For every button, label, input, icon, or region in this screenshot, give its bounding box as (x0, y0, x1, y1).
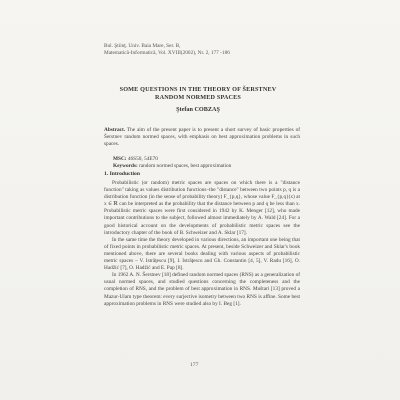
abstract-text: The aim of the present paper is to present a short survey of basic properties of Šerstnev random normed spaces, with emphasis on best approximation problems in such spaces. (104, 127, 300, 148)
journal-header-line: Bul. Ştiinţ. Univ. Baia Mare, Ser. B, (104, 43, 181, 49)
title-line: RANDOM NORMED SPACES (154, 94, 242, 101)
body-paragraph: Probabilistic (or random) metric spaces are spaces on which there is a "distance function" taking as values distribution functions–the "distance" between two points p, q is a distribution function (in the sense of probability theory) F_{p,q}, whose value F_{p,q}(x) at x ∈ ℝ can be interpreted as the probability that the distance between p and q be less than x. Probabilistic metric spaces were first considered in 1942 by K. Menger [12], who made important contributions to the subject, followed almost immediately by A. Wald [24]. For a good historical account on the developments of probabilistic metric spaces see the introductory chapter of the book of B. Schweizer and A. Sklar [17]. (104, 180, 300, 236)
keywords-text: random normed spaces, best approximation (139, 163, 232, 169)
page-number: 177 (190, 362, 199, 368)
abstract (104, 127, 300, 148)
journal-header-line: Matematică-Informatică, Vol. XVIII(2002), Nr. 2, 177 -186 (104, 50, 230, 57)
body-paragraph: In 1962 A. N. Šerstnev [18] defined random normed spaces (RNS) as a generalization of usual normed spaces, and studied questions concerning the completeness and the completion of RNS, and the problem of best approximation in RNS. Muštari [13] proved a Mazur-Ulam type theorem: every surjective isometry between two RNS is affine. Some best approximation problems in RNS were studied also by I. Beg [1]. (104, 272, 300, 307)
msc-line (113, 156, 158, 163)
body-text (104, 180, 300, 308)
keywords-line (113, 163, 231, 170)
msc-text: 46S50, 54E70 (127, 156, 158, 162)
title-line: SOME QUESTIONS IN THE THEORY OF ŠERSTNEV (119, 86, 277, 93)
author-name: Ştefan COBZAŞ (176, 106, 220, 113)
keywords-label: Keywords: (113, 163, 138, 169)
body-paragraph: In the same time the theory developed in various directions, an important one being that of fixed points in probabilistic metric spaces. At present, beside Schweizer and Sklar's book mentioned above, there are several books dealing with various aspects of probabilistic metric spaces – V. Istrăţescu [9], I. Istrăţescu and Gh. Constantin [4, 5], V. Radu [16], O. Hadžić [7], O. Hadžić and E. Pap [8]. (104, 236, 300, 272)
journal-header (104, 43, 230, 57)
abstract-label: Abstract. (104, 127, 126, 133)
paper-title (100, 86, 296, 102)
msc-label: MSC: (113, 156, 127, 162)
section-heading: 1. Introduction (104, 171, 140, 177)
